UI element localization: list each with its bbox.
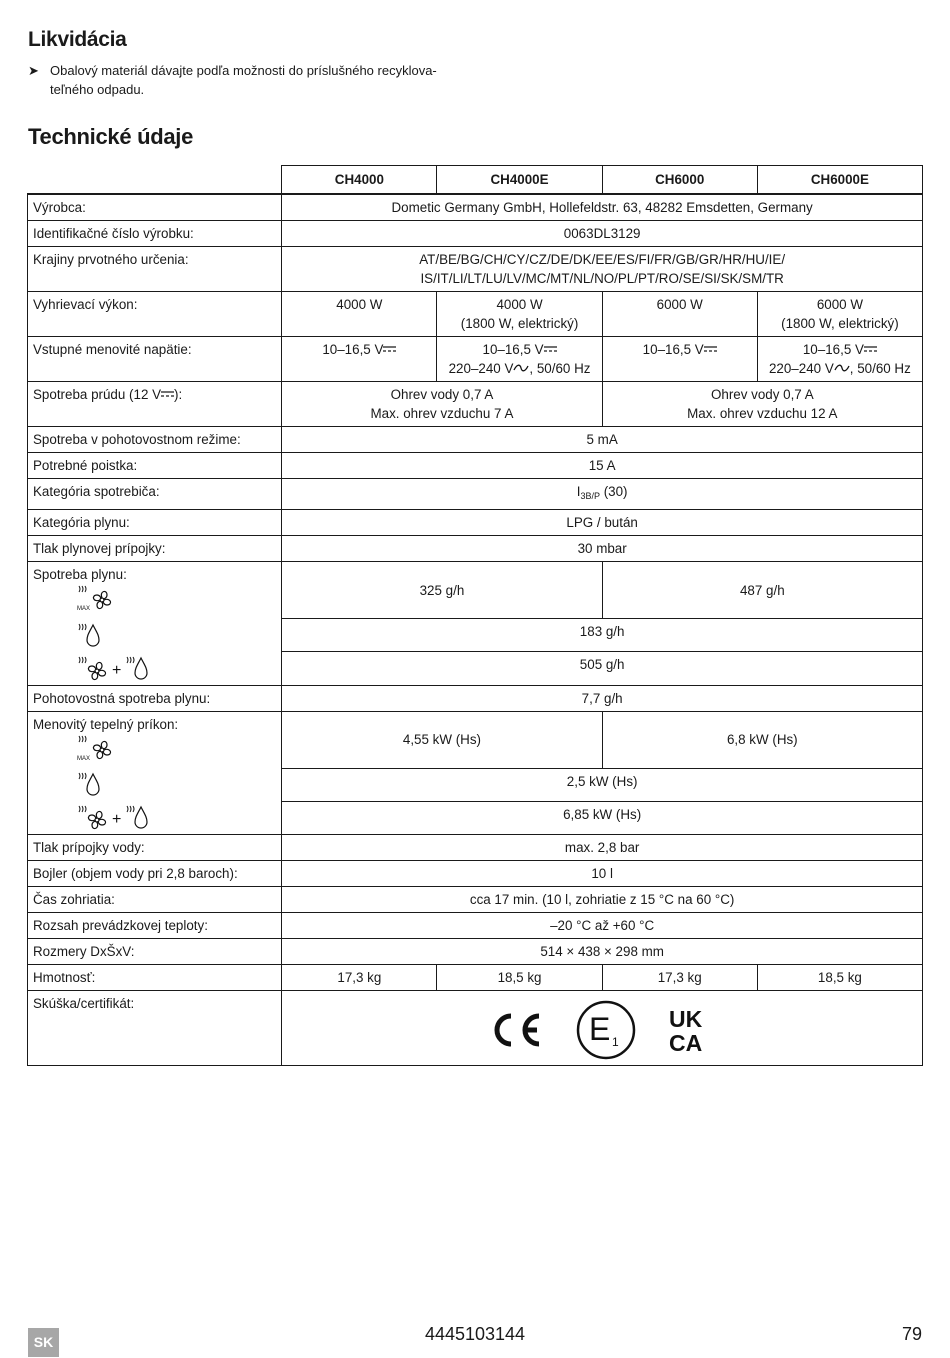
- row-label: Spotreba plynu: MAX: [28, 562, 282, 619]
- row-value: 183 g/h: [282, 619, 923, 652]
- model-header: CH6000E: [757, 166, 922, 195]
- dc-symbol-icon: [704, 342, 717, 357]
- row-label: Skúška/certifikát:: [28, 991, 282, 1066]
- combined-heating-icon: [33, 804, 276, 831]
- table-row: [28, 194, 923, 221]
- ce-mark-icon: [489, 1010, 545, 1050]
- dc-symbol-icon: [161, 387, 174, 402]
- e1-mark-icon: [575, 999, 637, 1061]
- table-row: [28, 887, 923, 913]
- row-value: Ohrev vody 0,7 A Max. ohrev vzduchu 12 A: [602, 382, 922, 427]
- row-value: 6,85 kW (Hs): [282, 801, 923, 835]
- row-label: Identifikačné číslo výrobku:: [28, 221, 282, 247]
- bullet-arrow-icon: ➤: [28, 63, 39, 78]
- technical-data-table: [27, 165, 923, 1066]
- row-label: Vyhrievací výkon:: [28, 292, 282, 337]
- row-value: 4000 W: [282, 292, 437, 337]
- ac-symbol-icon: [834, 361, 850, 376]
- row-label: Pohotovostná spotreba plynu:: [28, 685, 282, 711]
- row-value: $I_{3B/P}$ (30): [282, 479, 923, 510]
- table-row: [28, 382, 923, 427]
- table-row: [28, 510, 923, 536]
- row-label: Spotreba prúdu (12 V ):: [28, 382, 282, 427]
- row-value: AT/BE/BG/CH/CY/CZ/DE/DK/EE/ES/FI/FR/GB/GR/HR/HU/IE/ IS/IT/LI/LT/LU/LV/MC/MT/NL/NO/PL/PT/RO/SE/SI/SK/SM/TR: [282, 247, 923, 292]
- dc-symbol-icon: [544, 342, 557, 357]
- row-label: Čas zohriatia:: [28, 887, 282, 913]
- row-value: 487 g/h: [602, 562, 922, 619]
- row-value: 10 l: [282, 861, 923, 887]
- table-row: [28, 536, 923, 562]
- row-value: Ohrev vody 0,7 A Max. ohrev vzduchu 7 A: [282, 382, 602, 427]
- disposal-text: Obalový materiál dávajte podľa možnosti do príslušného recyklova- teľného odpadu.: [50, 63, 437, 97]
- document-number: 4445103144: [424, 1324, 526, 1344]
- table-row: [28, 292, 923, 337]
- row-value: 6,8 kW (Hs): [602, 711, 922, 768]
- row-label: Menovitý tepelný príkon: MAX: [28, 711, 282, 768]
- dc-symbol-icon: [864, 342, 877, 357]
- table-row: [28, 913, 923, 939]
- table-row: [28, 991, 923, 1066]
- table-row: [28, 685, 923, 711]
- row-label: Výrobca:: [28, 194, 282, 221]
- row-value: max. 2,8 bar: [282, 835, 923, 861]
- row-label: Potrebné poistka:: [28, 453, 282, 479]
- row-label: Tlak prípojky vody:: [28, 835, 282, 861]
- row-value: 10–16,5 V 220–240 V , 50/60 Hz: [757, 337, 922, 382]
- svg-text:UK: UK: [669, 1006, 703, 1032]
- max-air-heating-icon: [33, 734, 276, 764]
- row-value: 5 mA: [282, 427, 923, 453]
- svg-text:+: +: [112, 661, 122, 679]
- row-label: Hmotnosť:: [28, 965, 282, 991]
- table-row: [28, 861, 923, 887]
- row-label: Kategória spotrebiča:: [28, 479, 282, 510]
- row-value: 7,7 g/h: [282, 685, 923, 711]
- row-label: Rozsah prevádzkovej teploty:: [28, 913, 282, 939]
- table-row: [28, 768, 923, 801]
- row-value: –20 °C až +60 °C: [282, 913, 923, 939]
- row-value: 15 A: [282, 453, 923, 479]
- dc-symbol-icon: [383, 342, 396, 357]
- ac-symbol-icon: [513, 361, 529, 376]
- section-title-disposal: Likvidácia: [28, 28, 127, 51]
- table-row: [28, 652, 923, 686]
- row-value: 325 g/h: [282, 562, 602, 619]
- row-value: 2,5 kW (Hs): [282, 768, 923, 801]
- row-value: 4000 W (1800 W, elektrický): [437, 292, 602, 337]
- table-row: [28, 835, 923, 861]
- row-value: LPG / bután: [282, 510, 923, 536]
- section-title-technical-data: Technické údaje: [28, 124, 194, 149]
- row-value: 505 g/h: [282, 652, 923, 686]
- page-number: 79: [901, 1324, 922, 1344]
- combined-heating-icon: [33, 655, 276, 682]
- table-row: [28, 427, 923, 453]
- row-label: Rozmery DxŠxV:: [28, 939, 282, 965]
- row-value: 18,5 kg: [757, 965, 922, 991]
- row-value: 10–16,5 V 220–240 V , 50/60 Hz: [437, 337, 602, 382]
- row-label: Krajiny prvotného určenia:: [28, 247, 282, 292]
- row-value: 514 × 438 × 298 mm: [282, 939, 923, 965]
- row-label: Kategória plynu:: [28, 510, 282, 536]
- svg-text:+: +: [112, 811, 122, 828]
- svg-text:MAX: MAX: [77, 606, 91, 612]
- max-air-heating-icon: [33, 584, 276, 614]
- table-row: [28, 801, 923, 835]
- ukca-mark-icon: [667, 1005, 715, 1055]
- row-value: 10–16,5 V: [282, 337, 437, 382]
- table-row: [28, 965, 923, 991]
- language-badge: SK: [28, 1328, 59, 1357]
- table-row: [28, 711, 923, 768]
- table-row: [28, 221, 923, 247]
- disposal-bullet: [28, 61, 468, 99]
- row-value: 4,55 kW (Hs): [282, 711, 602, 768]
- row-value: 17,3 kg: [282, 965, 437, 991]
- row-value: 0063DL3129: [282, 221, 923, 247]
- row-value: cca 17 min. (10 l, zohriatie z 15 °C na 60 °C): [282, 887, 923, 913]
- table-row: [28, 479, 923, 510]
- row-value: 18,5 kg: [437, 965, 602, 991]
- row-label: Vstupné menovité napätie:: [28, 337, 282, 382]
- table-row: [28, 562, 923, 619]
- row-value: 30 mbar: [282, 536, 923, 562]
- row-label: Spotreba v pohotovostnom režime:: [28, 427, 282, 453]
- table-row: [28, 619, 923, 652]
- table-row: [28, 247, 923, 292]
- table-row: [28, 337, 923, 382]
- model-header: CH4000: [282, 166, 437, 195]
- row-value: 6000 W (1800 W, elektrický): [757, 292, 922, 337]
- model-header: CH4000E: [437, 166, 602, 195]
- table-row: [28, 453, 923, 479]
- row-label: Tlak plynovej prípojky:: [28, 536, 282, 562]
- row-value: 6000 W: [602, 292, 757, 337]
- svg-text:E: E: [589, 1011, 611, 1047]
- certification-marks: [282, 991, 923, 1066]
- svg-text:1: 1: [612, 1035, 619, 1049]
- svg-text:MAX: MAX: [77, 755, 91, 762]
- table-row: [28, 939, 923, 965]
- row-label: Bojler (objem vody pri 2,8 baroch):: [28, 861, 282, 887]
- model-header: CH6000: [602, 166, 757, 195]
- row-value: 17,3 kg: [602, 965, 757, 991]
- row-value: 10–16,5 V: [602, 337, 757, 382]
- table-header-row: [28, 166, 923, 195]
- svg-text:CA: CA: [669, 1030, 703, 1055]
- row-value: Dometic Germany GmbH, Hollefeldstr. 63, 48282 Emsdetten, Germany: [282, 194, 923, 221]
- water-heating-icon: [33, 771, 276, 798]
- water-heating-icon: [33, 622, 276, 649]
